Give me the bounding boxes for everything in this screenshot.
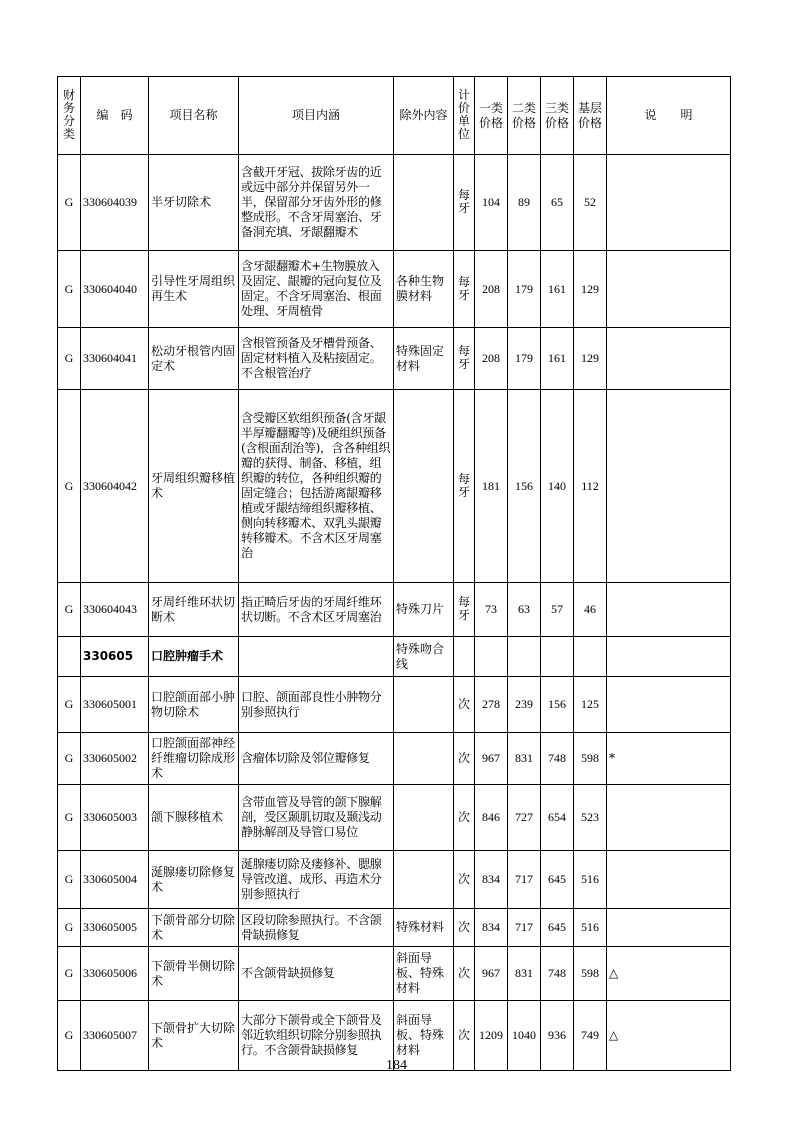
price-base-cell (574, 637, 607, 677)
category-cell: G (58, 851, 81, 909)
item-name-cell: 牙周纤维环状切断术 (149, 583, 239, 637)
table-row (58, 785, 731, 851)
excluded-cell (394, 785, 454, 851)
price3-cell: 654 (541, 785, 574, 851)
price1-cell: 181 (475, 390, 508, 583)
item-name-cell: 口腔颌面部小肿物切除术 (149, 677, 239, 733)
price2-cell: 831 (508, 947, 541, 1001)
price2-cell: 156 (508, 390, 541, 583)
price2-cell: 1040 (508, 1001, 541, 1071)
header-unit: 计价单位 (454, 77, 475, 155)
price1-cell: 73 (475, 583, 508, 637)
price-base-cell: 112 (574, 390, 607, 583)
price1-cell: 834 (475, 909, 508, 947)
excluded-cell: 各种生物膜材料 (394, 251, 454, 328)
unit-cell: 次 (454, 851, 475, 909)
price1-cell: 208 (475, 251, 508, 328)
content-cell: 含牙龈翻瓣术+生物膜放入及固定、龈瓣的冠向复位及固定。不含牙周塞治、根面处理、牙周植骨 (239, 251, 394, 328)
price1-cell: 278 (475, 677, 508, 733)
price3-cell: 161 (541, 328, 574, 390)
header-name: 项目名称 (149, 77, 239, 155)
code-cell: 330604043 (81, 583, 149, 637)
content-cell: 涎腺瘘切除及瘘修补、腮腺导管改道、成形、再造术分别参照执行 (239, 851, 394, 909)
price3-cell: 645 (541, 909, 574, 947)
code-cell: 330605 (81, 637, 149, 677)
code-cell: 330605003 (81, 785, 149, 851)
category-cell: G (58, 909, 81, 947)
code-cell: 330604040 (81, 251, 149, 328)
note-cell (607, 328, 731, 390)
excluded-cell (394, 390, 454, 583)
price1-cell: 104 (475, 155, 508, 251)
content-cell: 大部分下颌骨或全下颌骨及邻近软组织切除分别参照执行。不含颌骨缺损修复 (239, 1001, 394, 1071)
unit-cell: 每牙 (454, 155, 475, 251)
excluded-cell (394, 733, 454, 785)
header-row (58, 77, 731, 155)
excluded-cell (394, 677, 454, 733)
table-row (58, 155, 731, 251)
price-base-cell: 749 (574, 1001, 607, 1071)
unit-cell: 每牙 (454, 583, 475, 637)
code-cell: 330604041 (81, 328, 149, 390)
note-cell (607, 583, 731, 637)
category-cell: G (58, 733, 81, 785)
price-base-cell: 598 (574, 947, 607, 1001)
item-name-cell: 涎腺瘘切除修复术 (149, 851, 239, 909)
content-cell: 含受瓣区软组织预备(含牙龈半厚瓣翻瓣等)及硬组织预备(含根面刮治等)，含各种组织瓣的获得、制备、移植，组织瓣的转位，各种组织瓣的固定缝合；包括游离龈瓣移植或牙龈结缔组织瓣移植、侧向转移瓣术、双乳头龈瓣转移瓣术。不含术区牙周塞治 (239, 390, 394, 583)
price2-cell: 179 (508, 251, 541, 328)
content-cell: 含截开牙冠、拔除牙齿的近或远中部分并保留另外一半，保留部分牙齿外形的修整成形。不含牙周塞治、牙备洞充填、牙龈翻瓣术 (239, 155, 394, 251)
content-cell: 含瘤体切除及邻位瓣修复 (239, 733, 394, 785)
price3-cell: 140 (541, 390, 574, 583)
table-row (58, 733, 731, 785)
price3-cell: 156 (541, 677, 574, 733)
code-cell: 330604042 (81, 390, 149, 583)
price-base-cell: 523 (574, 785, 607, 851)
header-content: 项目内涵 (239, 77, 394, 155)
price-base-cell: 129 (574, 251, 607, 328)
excluded-cell: 特殊刀片 (394, 583, 454, 637)
content-cell (239, 637, 394, 677)
excluded-cell: 斜面导板、特殊材料 (394, 947, 454, 1001)
header-price3: 三类价格 (541, 77, 574, 155)
price1-cell: 834 (475, 851, 508, 909)
price3-cell: 748 (541, 947, 574, 1001)
price2-cell: 717 (508, 909, 541, 947)
excluded-cell (394, 851, 454, 909)
content-cell: 区段切除参照执行。不含颌骨缺损修复 (239, 909, 394, 947)
note-cell: △ (607, 947, 731, 1001)
unit-cell: 次 (454, 733, 475, 785)
price3-cell: 748 (541, 733, 574, 785)
note-cell (607, 851, 731, 909)
price2-cell: 63 (508, 583, 541, 637)
unit-cell: 次 (454, 785, 475, 851)
code-cell: 330605006 (81, 947, 149, 1001)
price1-cell: 846 (475, 785, 508, 851)
content-cell: 含带血管及导管的颌下腺解剖，受区颞肌切取及颞浅动静脉解剖及导管口易位 (239, 785, 394, 851)
code-cell: 330604039 (81, 155, 149, 251)
price1-cell: 967 (475, 947, 508, 1001)
price-base-cell: 125 (574, 677, 607, 733)
note-cell (607, 785, 731, 851)
category-cell: G (58, 677, 81, 733)
note-cell (607, 390, 731, 583)
code-cell: 330605004 (81, 851, 149, 909)
note-cell (607, 909, 731, 947)
content-cell: 不含颌骨缺损修复 (239, 947, 394, 1001)
table-row (58, 947, 731, 1001)
content-cell: 指正畸后牙齿的牙周纤维环状切断。不含术区牙周塞治 (239, 583, 394, 637)
price3-cell (541, 637, 574, 677)
header-price1: 一类价格 (475, 77, 508, 155)
unit-cell: 每牙 (454, 251, 475, 328)
price2-cell (508, 637, 541, 677)
table-row (58, 583, 731, 637)
header-category: 财务分类 (58, 77, 81, 155)
category-cell (58, 637, 81, 677)
unit-cell: 次 (454, 1001, 475, 1071)
category-cell: G (58, 947, 81, 1001)
price1-cell: 967 (475, 733, 508, 785)
excluded-cell: 特殊材料 (394, 909, 454, 947)
price3-cell: 936 (541, 1001, 574, 1071)
price3-cell: 161 (541, 251, 574, 328)
code-cell: 330605001 (81, 677, 149, 733)
table-row (58, 677, 731, 733)
unit-cell: 次 (454, 909, 475, 947)
price3-cell: 645 (541, 851, 574, 909)
note-cell (607, 677, 731, 733)
price3-cell: 65 (541, 155, 574, 251)
price-base-cell: 129 (574, 328, 607, 390)
price2-cell: 727 (508, 785, 541, 851)
item-name-cell: 下颌骨扩大切除术 (149, 1001, 239, 1071)
unit-cell: 次 (454, 947, 475, 1001)
content-cell: 口腔、颌面部良性小肿物分别参照执行 (239, 677, 394, 733)
note-cell (607, 155, 731, 251)
price2-cell: 717 (508, 851, 541, 909)
note-cell (607, 251, 731, 328)
table-row (58, 328, 731, 390)
item-name-cell: 下颌骨半侧切除术 (149, 947, 239, 1001)
item-name-cell: 引导性牙周组织再生术 (149, 251, 239, 328)
note-cell (607, 637, 731, 677)
excluded-cell: 特殊吻合线 (394, 637, 454, 677)
unit-cell (454, 637, 475, 677)
unit-cell: 每牙 (454, 390, 475, 583)
section-row (58, 637, 731, 677)
header-excluded: 除外内容 (394, 77, 454, 155)
price2-cell: 831 (508, 733, 541, 785)
code-cell: 330605005 (81, 909, 149, 947)
header-price-base: 基层价格 (574, 77, 607, 155)
category-cell: G (58, 155, 81, 251)
price2-cell: 179 (508, 328, 541, 390)
price1-cell: 208 (475, 328, 508, 390)
item-name-cell: 松动牙根管内固定术 (149, 328, 239, 390)
category-cell: G (58, 583, 81, 637)
price-base-cell: 598 (574, 733, 607, 785)
category-cell: G (58, 390, 81, 583)
note-cell: △ (607, 1001, 731, 1071)
header-price2: 二类价格 (508, 77, 541, 155)
price-base-cell: 46 (574, 583, 607, 637)
unit-cell: 每牙 (454, 328, 475, 390)
price3-cell: 57 (541, 583, 574, 637)
excluded-cell: 斜面导板、特殊材料 (394, 1001, 454, 1071)
header-note: 说 明 (607, 77, 731, 155)
table-row (58, 390, 731, 583)
item-name-cell: 颌下腺移植术 (149, 785, 239, 851)
content-cell: 含根管预备及牙槽骨预备、固定材料植入及粘接固定。不含根管治疗 (239, 328, 394, 390)
price-base-cell: 516 (574, 909, 607, 947)
item-name-cell: 半牙切除术 (149, 155, 239, 251)
category-cell: G (58, 328, 81, 390)
price-base-cell: 516 (574, 851, 607, 909)
price2-cell: 239 (508, 677, 541, 733)
category-cell: G (58, 1001, 81, 1071)
item-name-cell: 牙周组织瓣移植术 (149, 390, 239, 583)
price2-cell: 89 (508, 155, 541, 251)
unit-cell: 次 (454, 677, 475, 733)
header-code: 编 码 (81, 77, 149, 155)
price1-cell (475, 637, 508, 677)
code-cell: 330605007 (81, 1001, 149, 1071)
note-cell: * (607, 733, 731, 785)
price-base-cell: 52 (574, 155, 607, 251)
price1-cell: 1209 (475, 1001, 508, 1071)
price-table (57, 76, 731, 1071)
table-row (58, 851, 731, 909)
category-cell: G (58, 251, 81, 328)
item-name-cell: 口腔肿瘤手术 (149, 637, 239, 677)
table-row (58, 909, 731, 947)
excluded-cell (394, 155, 454, 251)
table-row (58, 251, 731, 328)
item-name-cell: 口腔颌面部神经纤维瘤切除成形术 (149, 733, 239, 785)
page-number: 184 (386, 1058, 407, 1073)
category-cell: G (58, 785, 81, 851)
excluded-cell: 特殊固定材料 (394, 328, 454, 390)
code-cell: 330605002 (81, 733, 149, 785)
item-name-cell: 下颌骨部分切除术 (149, 909, 239, 947)
